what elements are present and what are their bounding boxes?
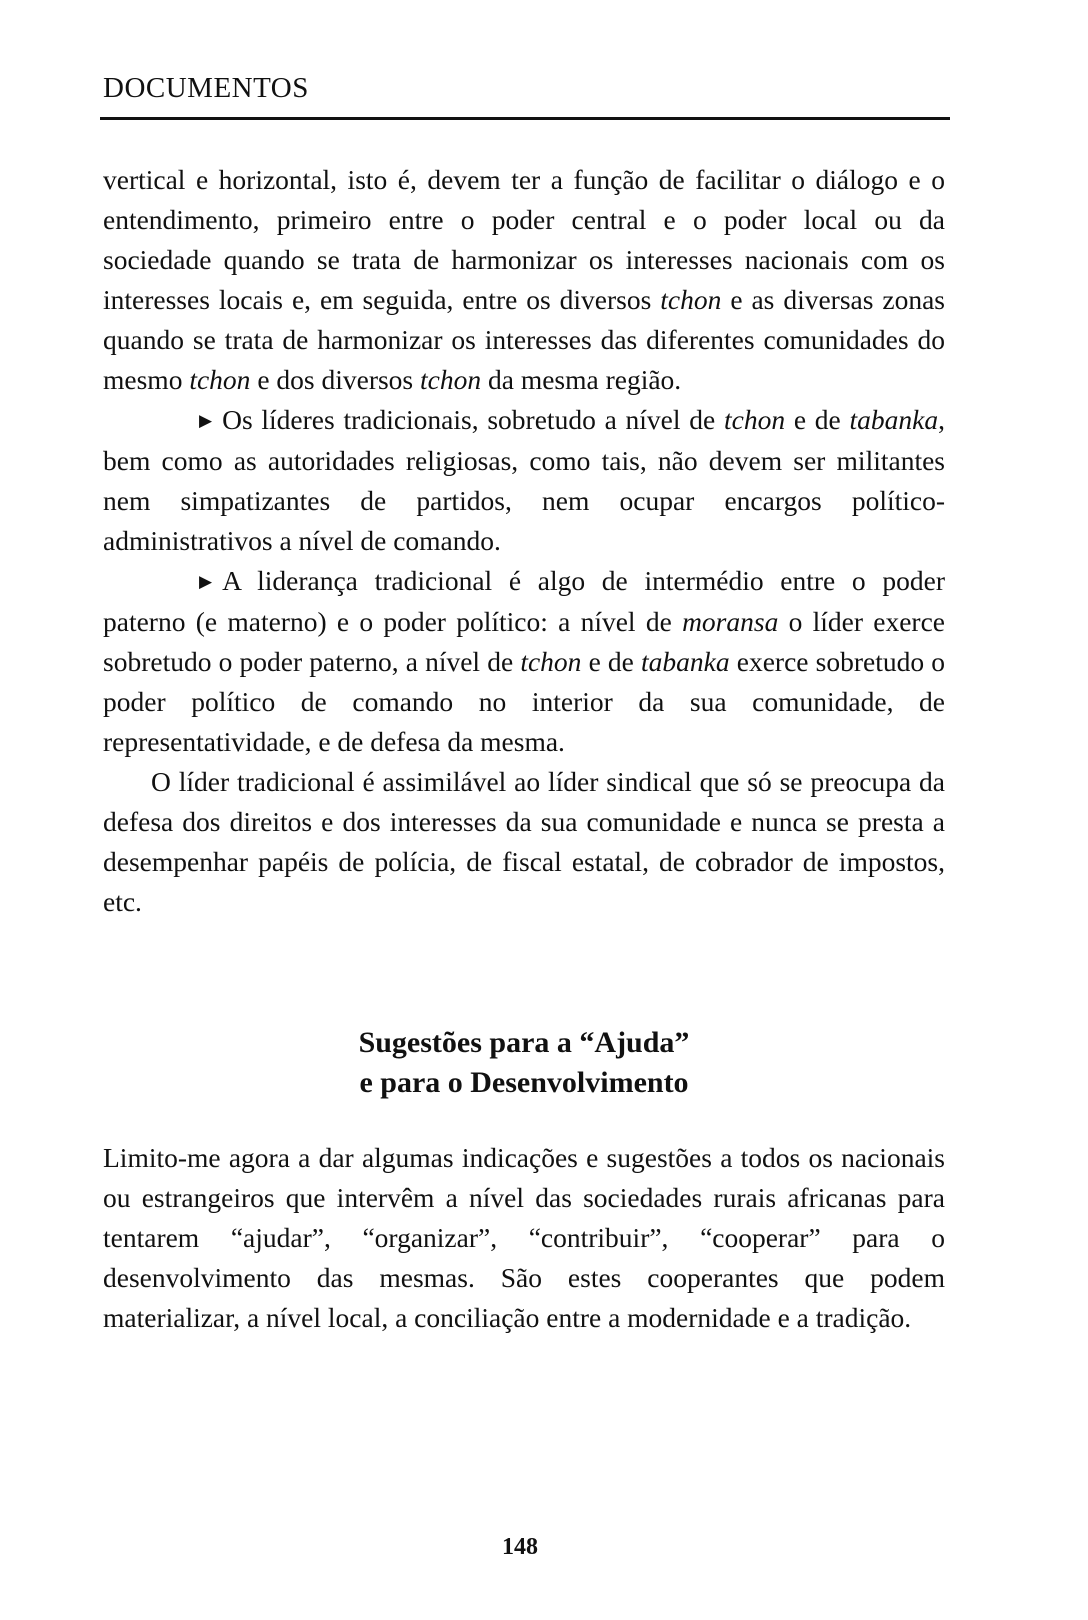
- text-run: vertical e horizontal, isto é, devem ter a função de facilitar o diálogo e o entendimento, primeiro entre o poder central e o poder local ou da sociedade quando se trata de harmonizar os interesses nacionais com os interesses locais e, em seguida, entre os diversos: [103, 164, 945, 315]
- text-run: , bem como as autoridades religiosas, como tais, não devem ser militantes nem simpatizantes de partidos, nem ocupar encargos político-administrativos a nível de comando.: [103, 404, 945, 556]
- paragraph-sugestoes: Limito-me agora a dar algumas indicações e sugestões a todos os nacionais ou estrangeiros que intervêm a nível das sociedades rurais africanas para tentarem “ajudar”, “organizar”, “contribuir”, “cooperar” para o desenvolvimento das mesmas. São estes cooperantes que podem materializar, a nível local, a conciliação entre a modernidade e a tradição.: [103, 1142, 945, 1333]
- text-run: da mesma região.: [481, 364, 682, 395]
- text-run: A liderança tradicional é algo de intermédio entre o poder paterno (e materno) e o poder político: a nível de: [103, 565, 945, 637]
- italic-term: tabanka: [641, 646, 730, 677]
- page-number: 148: [502, 1534, 538, 1560]
- text-run: e dos diversos: [250, 364, 421, 395]
- text-run: e de: [581, 646, 642, 677]
- section-title-line-2: e para o Desenvolvimento: [359, 1066, 689, 1099]
- text-run: e as diversas zonas quando se trata de harmonizar os interesses das diferentes comunidades do mesmo: [103, 284, 946, 395]
- header-rule: [100, 117, 950, 120]
- italic-term: moransa: [682, 606, 779, 637]
- text-run: e de: [785, 404, 850, 435]
- text-run: Os líderes tradicionais, sobretudo a nível de: [222, 404, 724, 435]
- text-run: o líder exerce sobretudo o poder paterno, a nível de: [103, 606, 945, 677]
- bullet-triangle-icon: ▶: [199, 411, 213, 430]
- section-body: [103, 1138, 945, 1338]
- italic-term: tchon: [723, 404, 786, 435]
- section-title: [103, 1023, 945, 1103]
- section-title-line-1: Sugestões para a “Ajuda”: [358, 1026, 690, 1059]
- bullet-triangle-icon: ▶: [199, 572, 213, 591]
- text-run: exerce sobretudo o poder político de comando no interior da sua comunidade, de representatividade, e de defesa da mesma.: [103, 646, 945, 757]
- italic-term: tabanka: [849, 404, 939, 435]
- italic-term: tchon: [420, 364, 482, 395]
- paragraph-bullet-lideranca: [103, 561, 945, 762]
- italic-term: tchon: [660, 284, 722, 315]
- italic-term: tchon: [520, 646, 582, 677]
- paragraph-bullet-lideres: [103, 400, 945, 561]
- paragraph-lider-sindical: [103, 762, 945, 922]
- paragraph-continuation: [103, 160, 945, 400]
- text-run: O líder tradicional é assimilável ao líder sindical que só se preocupa da defesa dos direitos e dos interesses da sua comunidade e nunca se presta a desempenhar papéis de polícia, de fiscal estatal, de cobrador de impostos, etc.: [103, 766, 945, 917]
- body-text: [103, 160, 945, 922]
- running-head: DOCUMENTOS: [103, 72, 309, 104]
- italic-term: tchon: [189, 364, 251, 395]
